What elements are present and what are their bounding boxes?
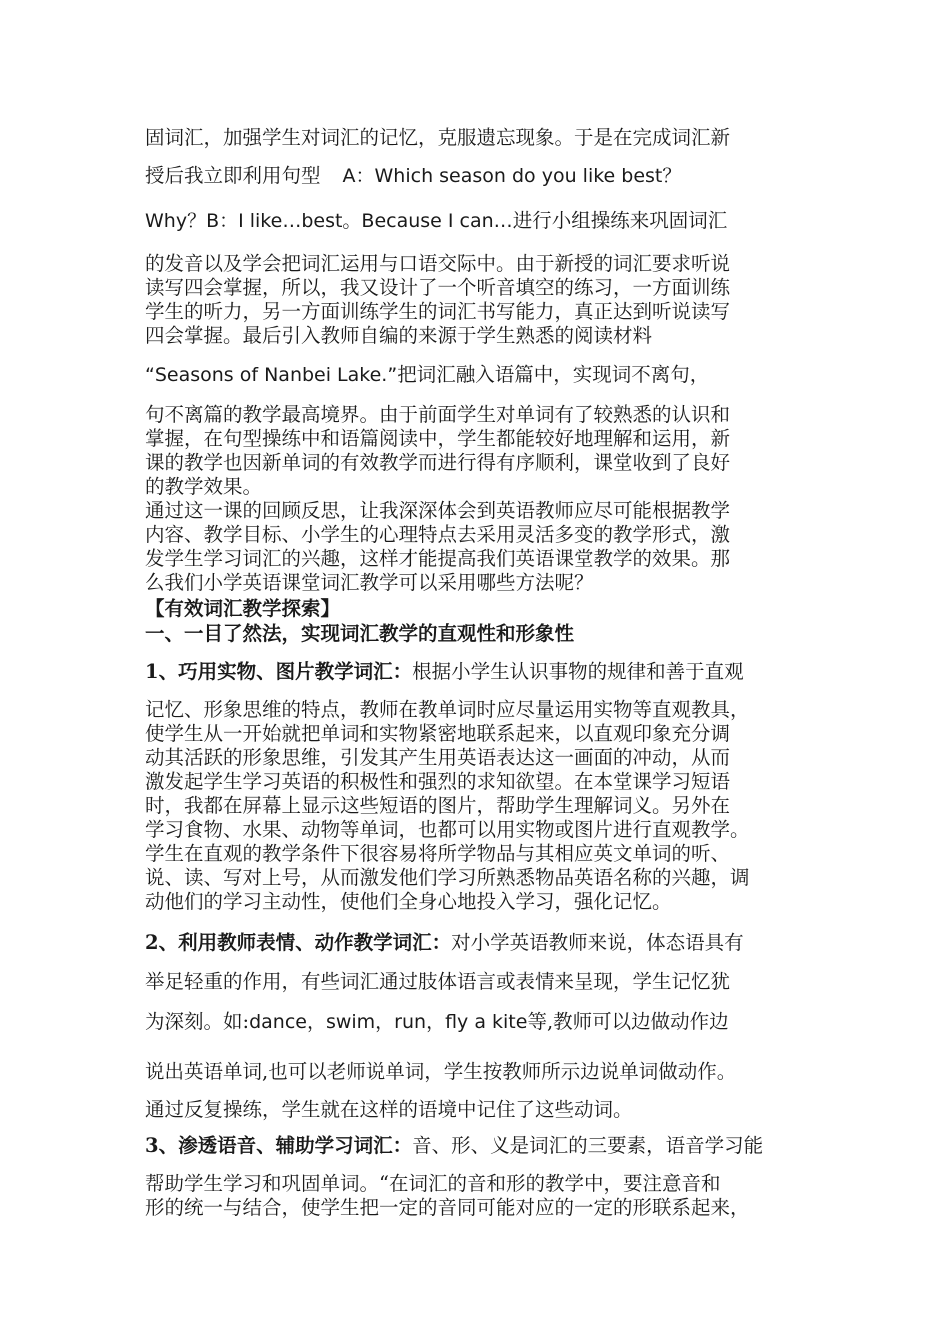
text-line bbox=[145, 276, 815, 300]
text-span: 把词汇融入语篇中，实现词不离句， bbox=[397, 363, 710, 386]
text-line bbox=[145, 1172, 815, 1196]
text-span: 为深刻。如: bbox=[145, 1010, 250, 1033]
text-line bbox=[145, 571, 815, 595]
text-line bbox=[145, 1010, 815, 1034]
latin-text: A：Which season do you like best？ bbox=[342, 165, 682, 187]
text-span: 发学生学习词汇的兴趣，这样才能提高我们英语课堂教学的效果。那 bbox=[145, 547, 731, 570]
latin-text: Why？B：I like…best。Because I can… bbox=[145, 210, 513, 232]
text-line bbox=[145, 746, 815, 770]
text-span: 学生在直观的教学条件下很容易将所学物品与其相应英文单词的听、 bbox=[145, 842, 731, 865]
text-span: 使学生从一开始就把单词和实物紧密地联系起来，以直观印象充分调 bbox=[145, 722, 731, 745]
text-span: 对小学英语教师来说，体态语具有 bbox=[451, 931, 744, 954]
text-line bbox=[145, 164, 815, 188]
text-line bbox=[145, 698, 815, 722]
text-line bbox=[145, 126, 815, 150]
text-line bbox=[145, 1060, 815, 1084]
text-span: 掌握，在句型操练中和语篇阅读中，学生都能较好地理解和运用，新 bbox=[145, 427, 731, 450]
text-span: 通过这一课的回顾反思，让我深深体会到英语教师应尽可能根据教学 bbox=[145, 499, 731, 522]
text-span: 的教学效果。 bbox=[145, 475, 263, 498]
text-span: 授后我立即利用句型 bbox=[145, 164, 321, 187]
text-span: 时，我都在屏幕上显示这些短语的图片，帮助学生理解词义。另外在 bbox=[145, 794, 731, 817]
text-span: 么我们小学英语课堂词汇教学可以采用哪些方法呢？ bbox=[145, 571, 594, 594]
text-span: 学生的听力，另一方面训练学生的词汇书写能力，真正达到听说读写 bbox=[145, 300, 731, 323]
text-span: 激发起学生学习英语的积极性和强烈的求知欲望。在本堂课学习短语 bbox=[145, 770, 731, 793]
text-line bbox=[145, 499, 815, 523]
text-span: 记忆、形象思维的特点，教师在教单词时应尽量运用实物等直观教具， bbox=[145, 698, 750, 721]
text-span: 等,教师可以边做动作边 bbox=[527, 1010, 729, 1033]
text-line bbox=[145, 622, 815, 646]
text-span: 固词汇，加强学生对词汇的记忆，克服遗忘现象。于是在完成词汇新 bbox=[145, 126, 731, 149]
text-line bbox=[145, 794, 815, 818]
text-line bbox=[145, 770, 815, 794]
text-line bbox=[145, 931, 815, 955]
text-line bbox=[145, 890, 815, 914]
text-line bbox=[145, 1134, 815, 1158]
text-span: 说出英语单词,也可以老师说单词，学生按教师所示边说单词做动作。 bbox=[145, 1060, 737, 1083]
text-line bbox=[145, 523, 815, 547]
bold-heading: 【有效词汇教学探索】 bbox=[145, 597, 341, 620]
text-span: 音、形、义是词汇的三要素，语音学习能 bbox=[412, 1134, 764, 1157]
text-span: 根据小学生认识事物的规律和善于直观 bbox=[412, 660, 744, 683]
text-span: 课的教学也因新单词的有效教学而进行得有序顺利，课堂收到了良好 bbox=[145, 451, 731, 474]
text-span: 进行小组操练来巩固词汇 bbox=[512, 209, 728, 232]
text-line bbox=[145, 1196, 815, 1220]
text-span: 学习食物、水果、动物等单词，也都可以用实物或图片进行直观教学。 bbox=[145, 818, 750, 841]
latin-text: dance，swim，run，fly a kite bbox=[249, 1011, 528, 1033]
text-line bbox=[145, 1098, 815, 1122]
text-line bbox=[145, 300, 815, 324]
text-span: 句不离篇的教学最高境界。由于前面学生对单词有了较熟悉的认识和 bbox=[145, 403, 731, 426]
text-line bbox=[145, 451, 815, 475]
text-line bbox=[145, 324, 815, 348]
text-span: 说、读、写对上号，从而激发他们学习所熟悉物品英语名称的兴趣，调 bbox=[145, 866, 750, 889]
text-line bbox=[145, 252, 815, 276]
text-span: 动其活跃的形象思维，引发其产生用英语表达这一画面的冲动，从而 bbox=[145, 746, 731, 769]
latin-text: “Seasons of Nanbei Lake.” bbox=[145, 364, 398, 386]
text-line bbox=[145, 597, 815, 621]
text-line bbox=[145, 475, 815, 499]
text-span: 内容、教学目标、小学生的心理特点去采用灵活多变的教学形式，激 bbox=[145, 523, 731, 546]
bold-heading: 一、一目了然法，实现词汇教学的直观性和形象性 bbox=[145, 622, 575, 645]
text-span: 读写四会掌握，所以，我又设计了一个听音填空的练习，一方面训练 bbox=[145, 276, 731, 299]
text-span: 通过反复操练，学生就在这样的语境中记住了这些动词。 bbox=[145, 1098, 633, 1121]
bold-heading: 2、利用教师表情、动作教学词汇： bbox=[145, 931, 452, 954]
text-span: 举足轻重的作用，有些词汇通过肢体语言或表情来呈现，学生记忆犹 bbox=[145, 970, 731, 993]
text-line bbox=[145, 722, 815, 746]
text-line bbox=[145, 660, 815, 684]
text-span: 形的统一与结合，使学生把一定的音同可能对应的一定的形联系起来， bbox=[145, 1196, 750, 1219]
text-line bbox=[145, 403, 815, 427]
text-line bbox=[145, 818, 815, 842]
text-line bbox=[145, 866, 815, 890]
text-line bbox=[145, 547, 815, 571]
text-line bbox=[145, 209, 815, 233]
text-line bbox=[145, 427, 815, 451]
text-line bbox=[145, 363, 815, 387]
text-span: 帮助学生学习和巩固单词。“在词汇的音和形的教学中，要注意音和 bbox=[145, 1172, 721, 1195]
bold-heading: 3、渗透语音、辅助学习词汇： bbox=[145, 1134, 413, 1157]
bold-heading: 1、巧用实物、图片教学词汇： bbox=[145, 660, 413, 683]
text-line bbox=[145, 842, 815, 866]
text-line bbox=[145, 970, 815, 994]
text-span: 四会掌握。最后引入教师自编的来源于学生熟悉的阅读材料 bbox=[145, 324, 653, 347]
text-span: 的发音以及学会把词汇运用与口语交际中。由于新授的词汇要求听说 bbox=[145, 252, 731, 275]
text-span: 动他们的学习主动性，使他们全身心地投入学习，强化记忆。 bbox=[145, 890, 672, 913]
